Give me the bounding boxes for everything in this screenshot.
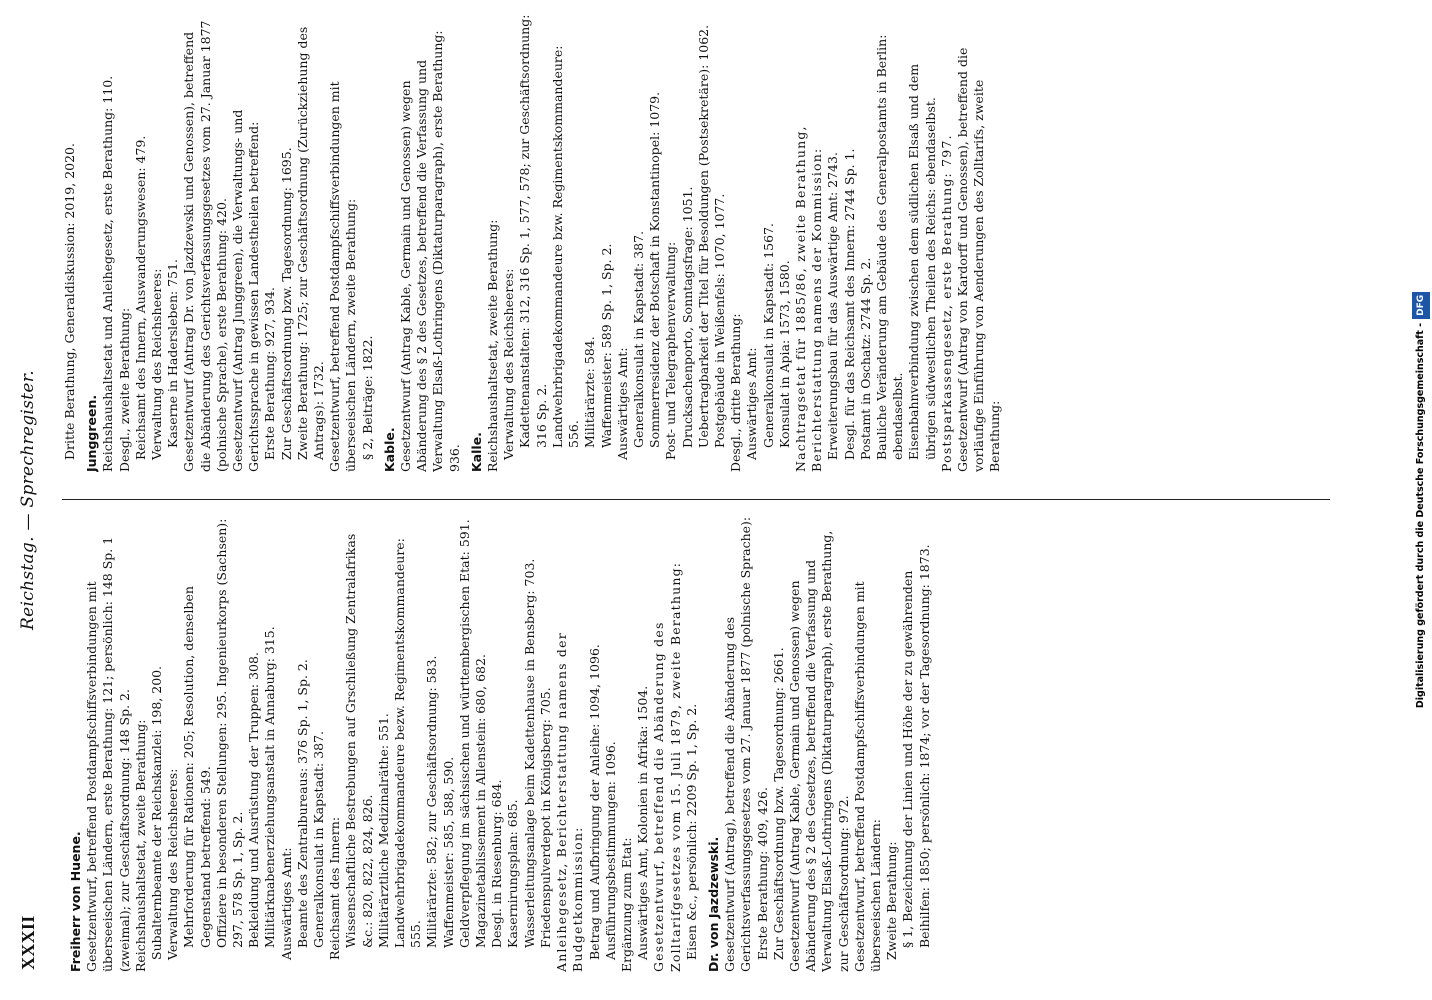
- register-entry: Erweiterungsbau für das Auswärtige Amt: 2743.: [825, 152, 841, 460]
- page-number: XXXII: [18, 915, 38, 970]
- register-entry: Kasernirungsplan: 685.: [505, 799, 521, 948]
- register-entry: Reichsamt des Innern, Auswanderungswesen: 479.: [132, 135, 148, 460]
- register-entry: Reichsamt des Innern:: [327, 816, 343, 960]
- register-entry: Sommerresidenz der Botschaft in Konstantinopel: 1079.: [647, 91, 663, 448]
- column-divider: [62, 499, 1330, 500]
- register-entry: Generalkonsulat in Kapstadt: 387.: [311, 730, 327, 948]
- register-entry: Betrag und Aufbringung der Anleihe: 1094, 1096.: [586, 644, 602, 960]
- register-entry: Offiziere in besonderen Stellungen: 295. Ingenieurkorps (Sachsen): 297, 578 Sp. 1, Sp. 2.: [213, 518, 246, 948]
- register-entry: Gesetzentwurf (Antrag Kable, Germain und Genossen) wegen Abänderung des § 2 des Gesetzes, betreffend die Verfassung und Verwaltung Elsaß-Lothringens (Diktaturparagraph), erste Berathung, zur Geschäftsordnung: 972.: [786, 530, 851, 972]
- register-entry: § 1, Bezeichnung der Linien und Höhe der zu gewährenden Beihilfen: 1850; persönlich: 1874; vor der Tagesordnung: 1873.: [900, 544, 932, 948]
- register-entry: Generalkonsulat in Kapstadt: 387.: [630, 230, 646, 448]
- register-entry: Gesetzentwurf (Antrag Dr. von Jazdzewski und Genossen), betreffend die Abänderung des Gerichtsverfassungsgesetzes vom 27. Januar 1877 (polnische Sprache), erste Berathung: 420.: [181, 20, 229, 472]
- register-entry: Erste Berathung: 927, 934.: [262, 287, 278, 460]
- register-entry: Ausführungsbestimmungen: 1096.: [602, 741, 618, 960]
- register-entry: Auswärtiges Amt:: [744, 347, 760, 460]
- register-entry: Kaserne in Hadersleben: 751.: [165, 258, 181, 448]
- register-entry: Beamte des Zentralbureaus: 376 Sp. 1, Sp. 2.: [294, 659, 310, 948]
- register-entry: Kadettenanstalten: 312, 316 Sp. 1, 577, 578; zur Geschäftsordnung: 316 Sp. 2.: [517, 14, 549, 448]
- register-entry: Friedenspulverdepot in Königsberg: 705.: [537, 687, 553, 948]
- register-entry: Eisenbahnverbindung zwischen dem südlichen Elsaß und dem übrigen südwestlichen Theilen des Reichs: ebendaselbst.: [906, 63, 938, 460]
- register-entry: Gesetzentwurf, betreffend Postdampfschiffsverbindungen mit überseeischen Ländern, zweite Berathung:: [327, 81, 359, 472]
- register-entry: Magazinetablissement in Allenstein: 680, 682.: [473, 654, 489, 948]
- register-entry: Verwaltung des Reichsheeres:: [165, 768, 181, 960]
- register-entry: Mehrforderung für Rationen: 205; Resolution, denselben Gegenstand betreffend: 549.: [181, 586, 213, 948]
- register-entry: Post- und Telegraphenverwaltung:: [663, 241, 679, 460]
- left-column: [62, 514, 1330, 972]
- credit-text: Digitalisierung gefördert durch die Deutsche Forschungsgemeinschaft -: [1415, 322, 1426, 709]
- register-entry: Subalternbeamte der Reichskanzlei: 198, 200.: [149, 665, 165, 960]
- register-entry: Gesetzentwurf, betreffend die Abänderung des Zolltarifgesetzes vom 15. Juli 1879, zweite Berathung:: [651, 561, 683, 972]
- register-entry: Reichshaushaltsetat, zweite Berathung:: [485, 219, 501, 472]
- register-entry: Wissenschaftliche Bestrebungen auf Grschließung Zentralafrikas &c.: 820, 822, 824, 826.: [343, 533, 375, 948]
- digitization-sidebar: [1412, 0, 1430, 1000]
- register-entry: Desgl. in Riesenburg: 684.: [489, 779, 505, 948]
- digitization-credit: [1412, 0, 1430, 1000]
- register-entry: Militärärztliche Medizinalräthe: 551.: [375, 713, 391, 948]
- register-entry: Militärärzte: 582; zur Geschäftsordnung: 583.: [424, 655, 440, 948]
- page-title: Reichstag. — Sprechregister.: [18, 370, 38, 630]
- register-entry: Ergänzung zum Etat:: [618, 837, 634, 972]
- register-entry: Bauliche Veränderung am Gebäude des Generalpostamts in Berlin: ebendaselbst.: [873, 34, 906, 460]
- register-entry: Gesetzentwurf, betreffend Postdampfschiffsverbindungen mit überseeischen Ländern:: [851, 581, 883, 972]
- register-entry: § 2, Beiträge: 1822.: [359, 335, 375, 460]
- register-entry: Geldverpflegung im sächsischen und württembergischen Etat: 591.: [456, 519, 472, 948]
- register-entry: Verwaltung des Reichsheeres:: [149, 268, 165, 460]
- register-entry: Zur Geschäftsordnung bzw. Tagesordnung: 2661.: [770, 647, 786, 960]
- register-entry: Desgl., zweite Berathung:: [116, 307, 132, 472]
- register-entry: Reichshaushaltsetat und Anleihegesetz, erste Berathung: 110.: [100, 75, 116, 472]
- register-entry: Anleihegesetz, Berichterstattung namens der Budgetkommission:: [554, 632, 586, 972]
- page-header: [18, 30, 48, 970]
- register-entry: Landwehrbrigadekommandeure bezw. Regimentskommandeure: 555.: [392, 538, 424, 948]
- register-entry: Reichshaushaltsetat, zweite Berathung:: [132, 719, 148, 972]
- register-entry: Desgl. für das Reichsamt des Innern: 2744 Sp. 1.: [841, 148, 857, 460]
- register-entry: Dritte Berathung, Generaldiskussion: 2019, 2020.: [62, 143, 77, 460]
- register-entry: Landwehrbrigadekommandeure bzw. Regimentskommandeure: 556.: [549, 45, 582, 448]
- dfg-logo: DFG: [1412, 292, 1430, 319]
- register-entry: Waffenmeister: 589 Sp. 1, Sp. 2.: [598, 243, 614, 448]
- register-entry: Erste Berathung: 409, 426.: [754, 787, 770, 960]
- speaker-name: Kable.: [381, 427, 397, 472]
- speaker-name: Junggreen.: [84, 394, 100, 472]
- register-entry: Militärärzte: 584.: [582, 336, 598, 448]
- register-entry: Uebertragbarkeit der Titel für Besoldungen (Postsekretäre): 1062.: [695, 24, 711, 448]
- register-entry: Nachtragsetat für 1885/86, zweite Berathung, Berichterstattung namens der Kommission:: [792, 125, 825, 472]
- register-entry: Gesetzentwurf (Antrag Kable, Germain und Genossen) wegen Abänderung des § 2 des Gesetzes, betreffend die Verfassung und Verwaltung Elsaß-Lothringens (Diktaturparagraph), erste Berathung: 936.: [398, 30, 462, 472]
- register-entry: Wasserleitungsanlage beim Kadettenhause in Bensberg: 703.: [521, 558, 537, 948]
- register-entry: Generalkonsulat in Kapstadt: 1567.: [760, 222, 776, 448]
- register-entry: Zweite Berathung:: [884, 841, 900, 960]
- register-entry: Auswärtiges Amt, Kolonien in Afrika: 1504.: [635, 685, 651, 960]
- speaker-name: Freiherr von Huene.: [68, 831, 83, 972]
- register-entry: Bekleidung und Ausrüstung der Truppen: 308.: [246, 652, 262, 948]
- register-entry: Konsulat in Apia: 1573, 1580.: [776, 260, 792, 448]
- register-entry: Gesetzentwurf (Antrag), betreffend die Abänderung des Gerichtsverfassungsgesetzes vom 27. Januar 1877 (polnische Sprache):: [722, 516, 754, 972]
- register-entry: Gesetzentwurf (Antrag von Kardorff und Genossen), betreffend die vorläufige Einführung von Aenderungen des Zolltarifs, zweite Berathung:: [954, 47, 1003, 472]
- register-entry: Zur Geschäftsordnung bzw. Tagesordnung: 1695.: [278, 147, 294, 460]
- register-entry: Auswärtiges Amt:: [278, 847, 294, 960]
- register-entry: Verwaltung des Reichsheeres:: [501, 268, 517, 460]
- register-entry: Gesetzentwurf, betreffend Postdampfschiffsverbindungen mit überseeischen Ländern, erste Berathung: 121; persönlich: 148 Sp. 1 (zweimal); zur Geschäftsordnung: 148 Sp. 2.: [84, 536, 132, 972]
- register-entry: Militärknabenerziehungsanstalt in Annaburg: 315.: [262, 626, 278, 948]
- register-entry: Desgl., dritte Berathung:: [728, 313, 744, 472]
- register-entry: Gesetzentwurf (Antrag Junggreen), die Verwaltungs- und Gerichtssprache in gewissen Landestheilen betreffend:: [230, 109, 262, 472]
- register-entry: Auswärtiges Amt:: [614, 347, 630, 460]
- register-entry: Postgebäude in Weißenfels: 1070, 1077.: [711, 193, 727, 448]
- speaker-name: Dr. von Jazdzewski.: [705, 836, 721, 972]
- register-entry: Postamt in Oschatz: 2744 Sp. 2.: [857, 257, 873, 460]
- register-entry: Drucksachenporto, Sonntagsfrage: 1051.: [679, 186, 695, 448]
- right-column: [62, 14, 1330, 472]
- register-entry: Zweite Berathung: 1725; zur Geschäftsordnung (Zurückziehung des Antrags): 1732.: [294, 26, 327, 460]
- speaker-name: Kalle.: [468, 432, 484, 472]
- register-entry: Postsparkassengesetz, erste Berathung: 797.: [938, 134, 954, 472]
- register-entry: Eisen &c., persönlich: 2209 Sp. 1, Sp. 2.: [683, 703, 699, 960]
- register-entry: Waffenmeister: 585, 588, 590.: [440, 756, 456, 948]
